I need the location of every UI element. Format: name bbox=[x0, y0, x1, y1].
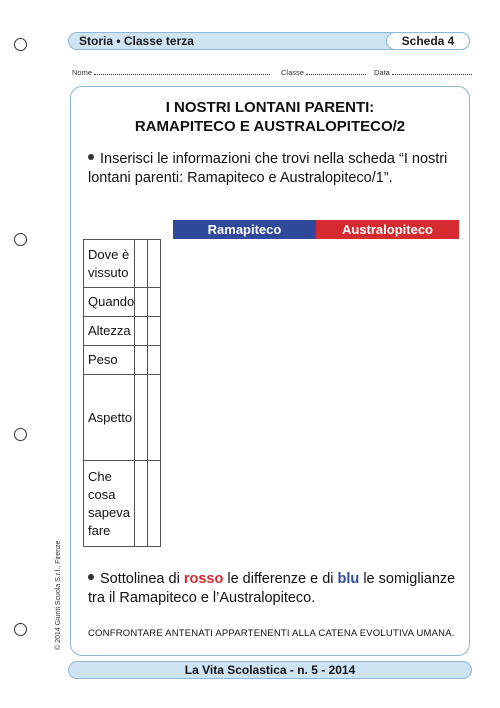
date-field[interactable] bbox=[374, 67, 472, 77]
table-row bbox=[84, 240, 161, 288]
instruction-text: Inserisci le informazioni che trovi nella scheda “I nostri lontani parenti: Ramapiteco e Australopiteco/1”. bbox=[88, 151, 448, 186]
ramapiteco-answer-cell[interactable] bbox=[135, 288, 148, 317]
instruction-part-3: le somiglianze tra il Ramapiteco e l’Australopiteco. bbox=[88, 571, 456, 606]
row-label: Altezza bbox=[84, 317, 135, 346]
australopiteco-answer-cell[interactable] bbox=[148, 317, 161, 346]
scheda-label: Scheda 4 bbox=[386, 32, 470, 50]
ramapiteco-answer-cell[interactable] bbox=[135, 317, 148, 346]
ramapiteco-answer-cell[interactable] bbox=[135, 240, 148, 288]
title-line-2: RAMAPITECO E AUSTRALOPITECO/2 bbox=[134, 118, 406, 135]
date-label: Data bbox=[374, 68, 390, 77]
binder-hole-lower bbox=[14, 428, 27, 441]
row-label: Dove è vissuto bbox=[84, 240, 135, 288]
bullet-icon bbox=[88, 574, 94, 580]
row-label: Peso bbox=[84, 346, 135, 375]
binder-hole-bottom bbox=[14, 623, 27, 636]
ramapiteco-answer-cell[interactable] bbox=[135, 375, 148, 461]
row-label: Aspetto bbox=[84, 375, 135, 461]
table-row bbox=[84, 346, 161, 375]
worksheet-title bbox=[70, 98, 470, 136]
title-line-1: I NOSTRI LONTANI PARENTI: bbox=[165, 99, 375, 116]
class-field[interactable] bbox=[281, 67, 366, 77]
red-word: rosso bbox=[183, 571, 224, 587]
row-label: Che cosa sapeva fare bbox=[84, 461, 135, 547]
row-label: Quando bbox=[84, 288, 135, 317]
instruction-part-1: Sottolinea di bbox=[100, 571, 184, 587]
blue-word: blu bbox=[337, 571, 360, 587]
australopiteco-answer-cell[interactable] bbox=[148, 240, 161, 288]
subject-label: Storia • Classe terza bbox=[79, 34, 194, 48]
instruction bbox=[88, 150, 458, 188]
column-header-australopiteco: Australopiteco bbox=[316, 220, 459, 239]
australopiteco-answer-cell[interactable] bbox=[148, 461, 161, 547]
copyright: © 2014 Giunti Scuola S.r.l., Firenze bbox=[55, 540, 62, 650]
ramapiteco-answer-cell[interactable] bbox=[135, 346, 148, 375]
binder-hole-middle bbox=[14, 233, 27, 246]
ramapiteco-answer-cell[interactable] bbox=[135, 461, 148, 547]
bullet-icon bbox=[88, 154, 94, 160]
name-field[interactable] bbox=[72, 67, 270, 77]
note-text: CONFRONTARE ANTENATI APPARTENENTI ALLA CATENA EVOLUTIVA UMANA. bbox=[88, 628, 455, 639]
table-row bbox=[84, 375, 161, 461]
table-row bbox=[84, 288, 161, 317]
instruction-part-2: le differenze e di bbox=[223, 571, 338, 587]
class-label: Classe bbox=[281, 68, 304, 77]
underline-instruction bbox=[88, 570, 468, 608]
footer-bar: La Vita Scolastica - n. 5 - 2014 bbox=[68, 661, 472, 679]
australopiteco-answer-cell[interactable] bbox=[148, 375, 161, 461]
binder-hole-top bbox=[14, 38, 27, 51]
australopiteco-answer-cell[interactable] bbox=[148, 346, 161, 375]
header-bar bbox=[68, 32, 470, 50]
name-label: Nome bbox=[72, 68, 93, 77]
australopiteco-answer-cell[interactable] bbox=[148, 288, 161, 317]
table-row bbox=[84, 317, 161, 346]
column-header-ramapiteco: Ramapiteco bbox=[173, 220, 316, 239]
table-row bbox=[84, 461, 161, 547]
comparison-grid bbox=[83, 239, 161, 547]
